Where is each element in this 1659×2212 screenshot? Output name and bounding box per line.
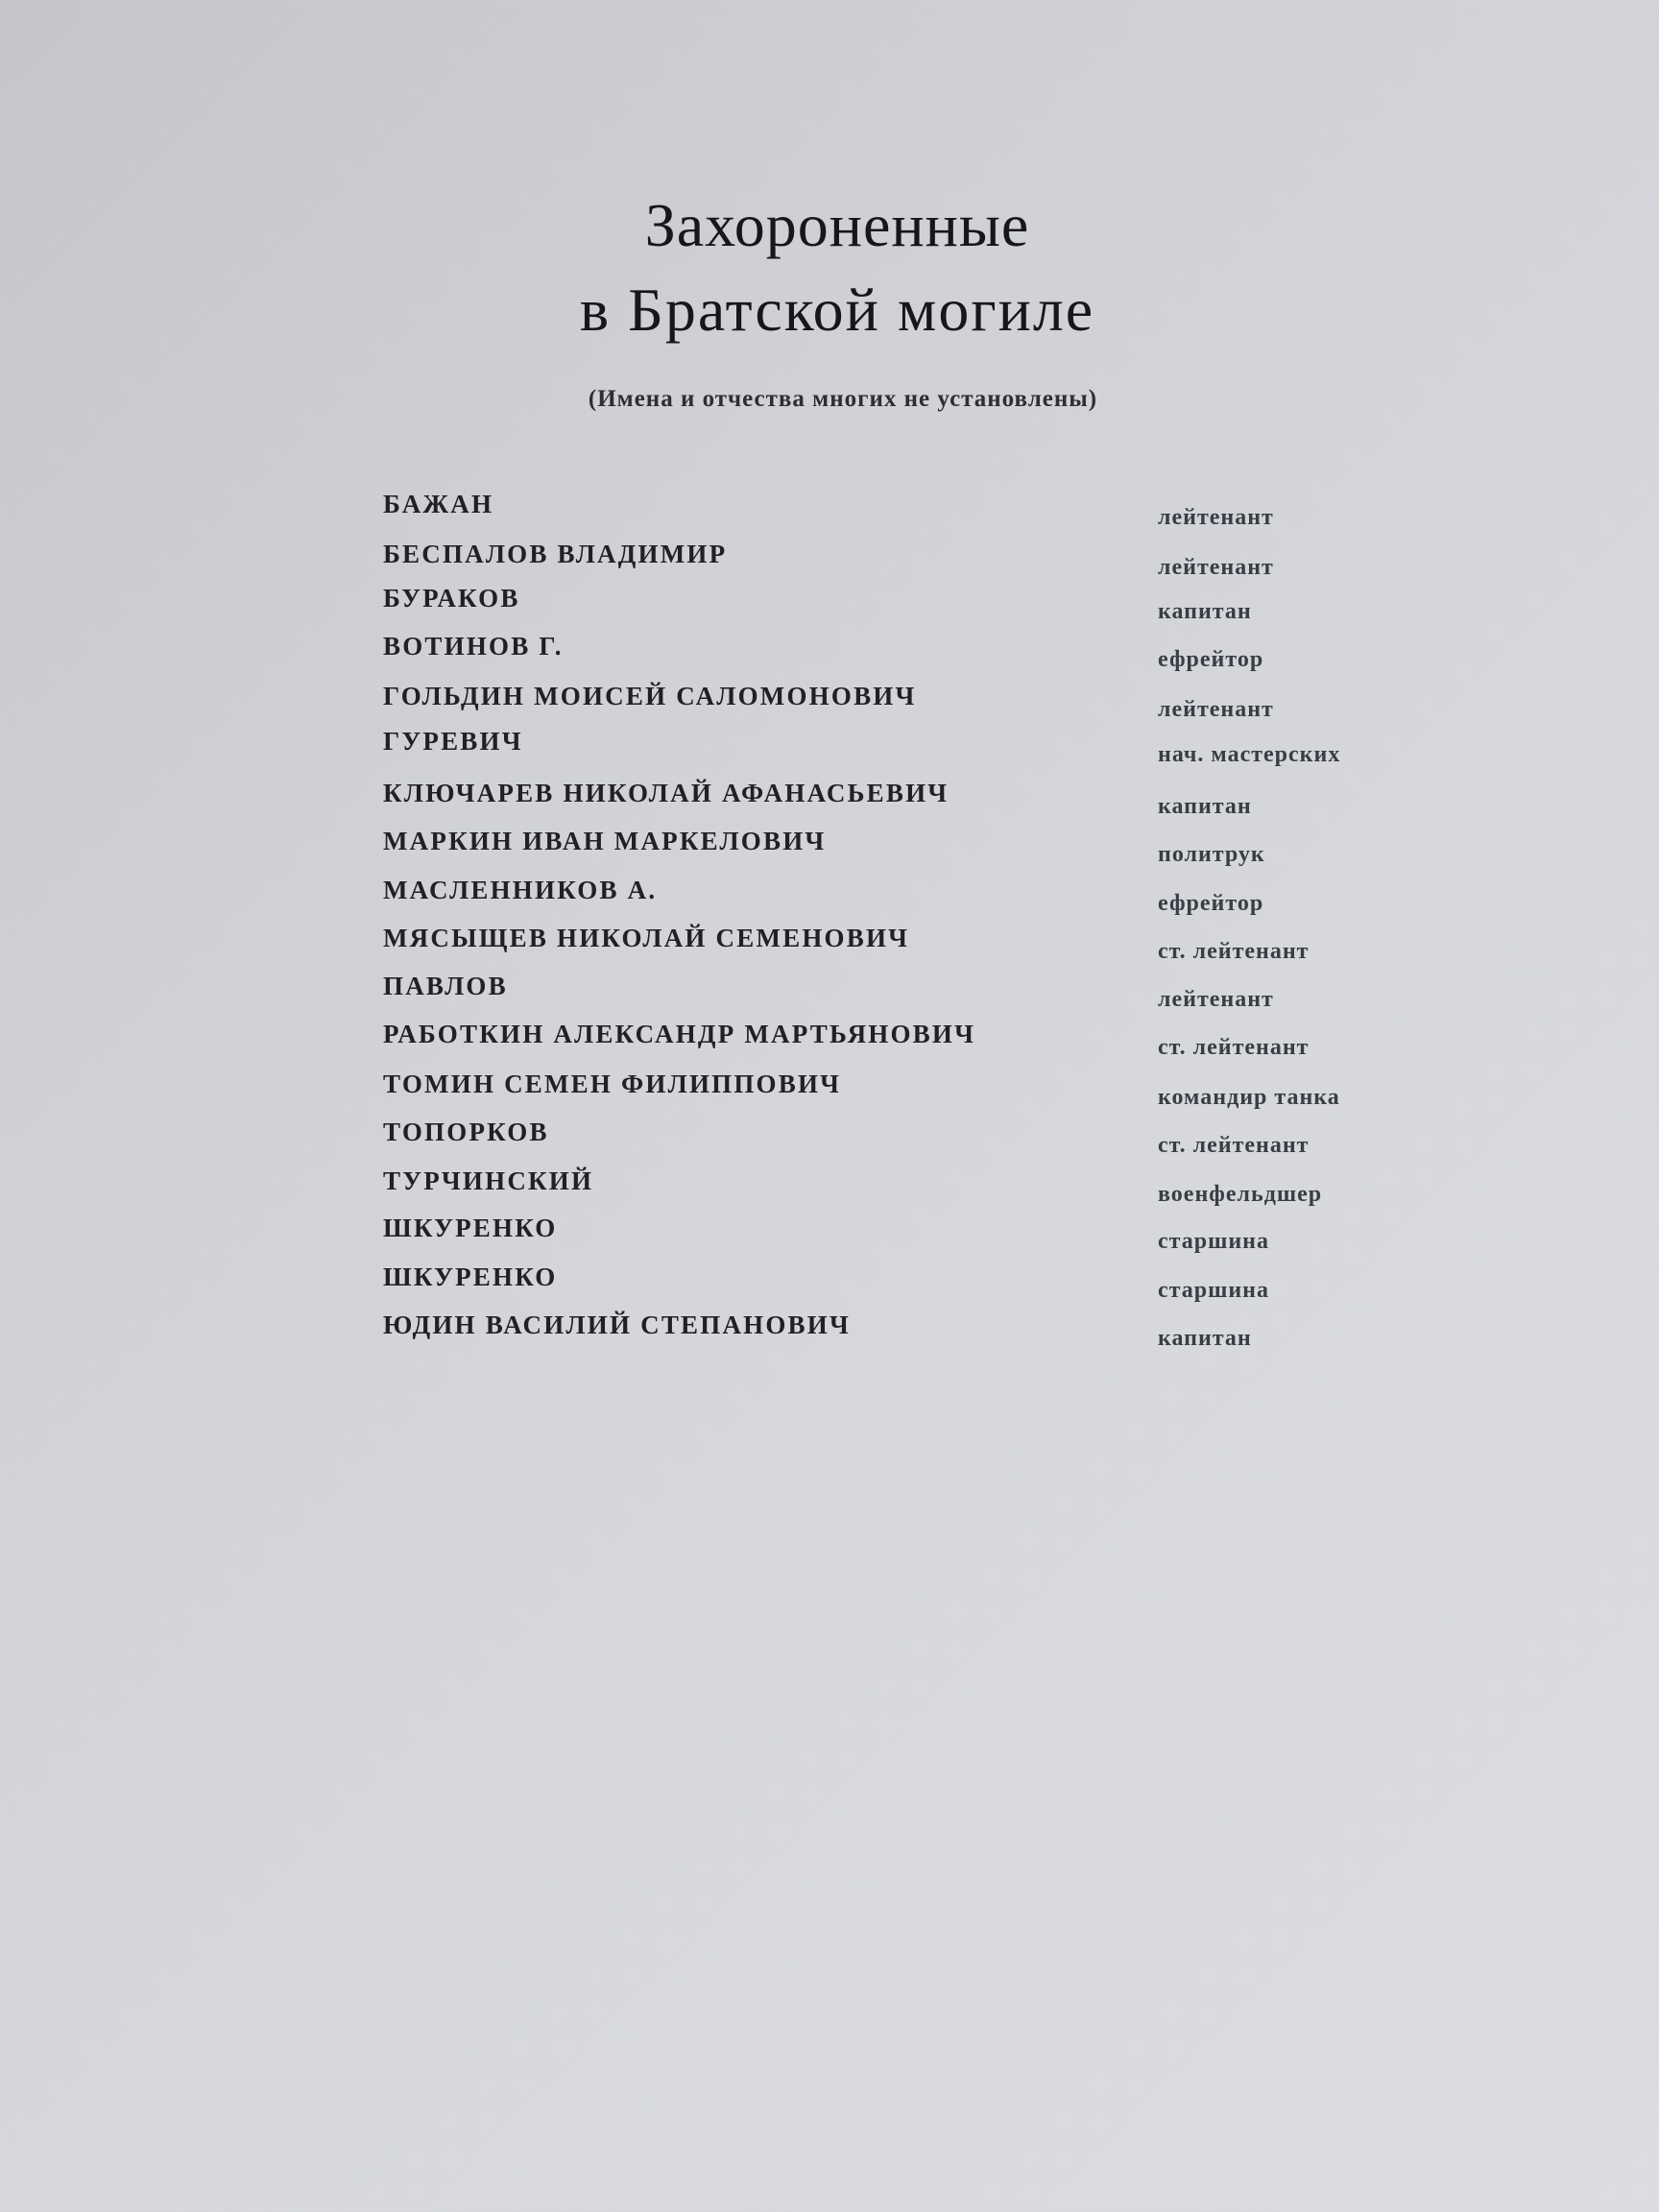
- list-item: [383, 779, 1401, 827]
- entry-rank: старшина: [1158, 1229, 1269, 1255]
- list-item: [383, 490, 1401, 538]
- entry-rank: капитан: [1158, 1326, 1252, 1352]
- entry-rank: ст. лейтенант: [1158, 938, 1310, 964]
- list-item: [383, 1020, 1401, 1068]
- list-item: [383, 540, 1401, 588]
- list-item: [383, 827, 1401, 875]
- entry-rank: ефрейтор: [1158, 646, 1264, 672]
- list-item: [383, 972, 1401, 1020]
- page-title-line-2: в Братской могиле: [579, 276, 1095, 344]
- entry-name: ТОМИН СЕМЕН ФИЛИППОВИЧ: [383, 1069, 842, 1098]
- entry-rank: нач. мастерских: [1158, 742, 1341, 768]
- entry-name: ГУРЕВИЧ: [383, 727, 523, 757]
- entry-rank: лейтенант: [1158, 986, 1274, 1012]
- entry-name: БАЖАН: [383, 490, 494, 518]
- entry-rank: ст. лейтенант: [1158, 1132, 1310, 1158]
- entry-name: КЛЮЧАРЕВ НИКОЛАЙ АФАНАСЬЕВИЧ: [383, 778, 950, 807]
- entry-rank: капитан: [1158, 793, 1252, 819]
- entry-rank: старшина: [1158, 1277, 1269, 1303]
- entry-rank: лейтенант: [1158, 555, 1274, 581]
- entry-name: ПАВЛОВ: [383, 971, 508, 1000]
- entry-rank: военфельдшер: [1158, 1182, 1323, 1208]
- entry-name: ГОЛЬДИН МОИСЕЙ САЛОМОНОВИЧ: [383, 682, 917, 711]
- entry-name: ШКУРЕНКО: [383, 1214, 558, 1243]
- entry-rank: лейтенант: [1158, 505, 1274, 530]
- list-item: [383, 1310, 1401, 1358]
- entry-name: ТУРЧИНСКИЙ: [383, 1166, 594, 1196]
- list-item: [383, 682, 1401, 730]
- list-item: [383, 1262, 1401, 1310]
- entry-rank: политрук: [1158, 842, 1265, 868]
- entry-name: МАРКИН ИВАН МАРКЕЛОВИЧ: [383, 827, 827, 856]
- entry-name: ЮДИН ВАСИЛИЙ СТЕПАНОВИЧ: [383, 1310, 851, 1340]
- list-item: [383, 632, 1401, 680]
- entry-rank: ст. лейтенант: [1158, 1035, 1310, 1061]
- entry-name: МЯСЫЩЕВ НИКОЛАЙ СЕМЕНОВИЧ: [383, 923, 910, 952]
- list-item: [383, 727, 1401, 775]
- list-item: [383, 876, 1401, 924]
- entry-name: РАБОТКИН АЛЕКСАНДР МАРТЬЯНОВИЧ: [383, 1020, 976, 1049]
- entry-rank: командир танка: [1158, 1084, 1340, 1110]
- entry-rank: лейтенант: [1158, 697, 1274, 723]
- entry-name: ВОТИНОВ Г.: [383, 631, 564, 661]
- entry-name: МАСЛЕННИКОВ А.: [383, 876, 658, 905]
- burial-list: [383, 492, 1401, 1360]
- entry-name: БУРАКОВ: [383, 583, 520, 613]
- list-item: [383, 1118, 1401, 1166]
- entry-rank: ефрейтор: [1158, 891, 1264, 917]
- entry-name: ТОПОРКОВ: [383, 1117, 549, 1146]
- list-item: [383, 584, 1401, 632]
- list-item: [383, 1214, 1401, 1262]
- entry-name: БЕСПАЛОВ ВЛАДИМИР: [383, 540, 728, 569]
- list-item: [383, 1166, 1401, 1214]
- entry-name: ШКУРЕНКО: [383, 1262, 558, 1291]
- entry-rank: капитан: [1158, 598, 1252, 624]
- page-title-line-1: Захороненные: [644, 191, 1030, 259]
- list-item: [383, 924, 1401, 972]
- page-subtitle: (Имена и отчества многих не установлены): [588, 386, 1098, 412]
- list-item: [383, 1070, 1401, 1118]
